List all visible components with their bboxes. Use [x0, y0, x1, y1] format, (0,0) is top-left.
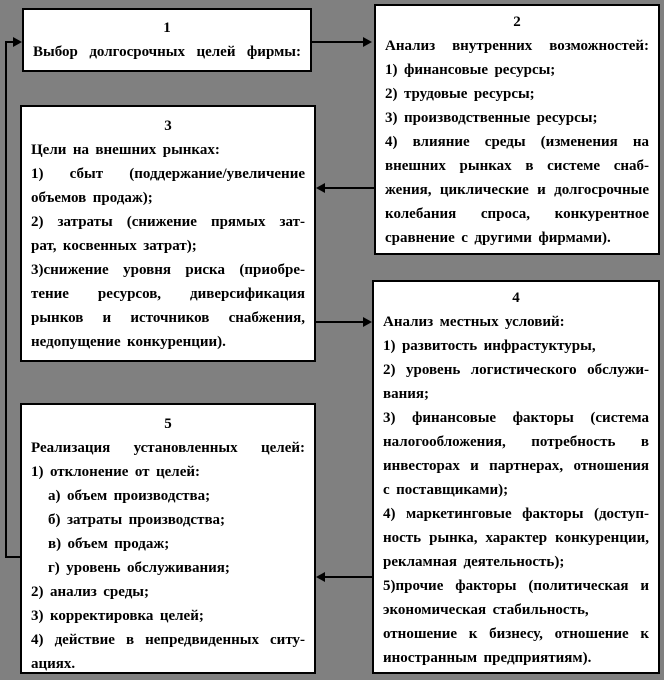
text-line: рекламная деятельность); — [383, 554, 565, 570]
arrowhead-into-box3-icon — [316, 183, 325, 193]
box-number: 1 — [163, 20, 171, 36]
arrowhead-into-box1-icon — [13, 37, 22, 47]
text-line: иностранным предприятиям). — [383, 650, 592, 666]
text-line: б) затраты производства; — [48, 512, 226, 528]
text-line: 2) затраты (снижение прямых зат- — [31, 214, 305, 230]
arrow-box2-to-box3 — [324, 187, 374, 189]
text-line: налогообложения, потребность в — [383, 434, 649, 450]
text-line: Выбор долгосрочных целей фирмы: — [33, 44, 301, 60]
box-internal-capabilities — [374, 4, 660, 255]
text-line: а) объем производства; — [48, 488, 211, 504]
text-line: Цели на внешних рынках: — [31, 142, 220, 158]
feedback-line-bottom — [5, 556, 20, 558]
text-line: вания; — [383, 386, 429, 402]
text-line: тение ресурсов, диверсификация — [31, 286, 305, 302]
text-line: 1) сбыт (поддержание/увеличение — [31, 166, 305, 182]
text-line: Реализация установленных целей: — [31, 440, 305, 456]
box-goal-implementation — [20, 403, 316, 674]
text-line: объемов продаж); — [31, 190, 153, 206]
text-line: г) уровень обслуживания; — [48, 560, 230, 576]
text-line: 2) уровень логистического обслужи- — [383, 362, 649, 378]
text-line: 4) влияние среды (изменения на — [385, 134, 649, 150]
arrow-box1-to-box2 — [312, 41, 364, 43]
text-line: 3)снижение уровня риска (приобре- — [31, 262, 305, 278]
text-line: 1) отклонение от целей: — [31, 464, 200, 480]
box-text — [383, 310, 649, 670]
box-text — [33, 40, 301, 64]
box-local-conditions — [372, 280, 660, 674]
arrowhead-into-box4-icon — [363, 317, 372, 327]
text-line: 1) развитость инфрастуктуры, — [383, 338, 596, 354]
text-line: 1) финансовые ресурсы; — [385, 62, 556, 78]
text-line: Анализ внутренних возможностей: — [385, 38, 649, 54]
text-line: ациях. — [31, 656, 76, 672]
box-number: 4 — [512, 290, 520, 306]
text-line: внешних рынках в системе снаб- — [385, 158, 649, 174]
text-line: рынков и источников снабжения, — [31, 310, 305, 326]
box-number: 3 — [164, 118, 172, 134]
box-text — [385, 34, 649, 250]
text-line: жения, циклические и долгосрочные — [385, 182, 649, 198]
text-line: недопущение конкуренции). — [31, 334, 226, 350]
text-line: с поставщиками); — [383, 482, 509, 498]
text-line: 3) финансовые факторы (система — [383, 410, 649, 426]
text-line: колебания спроса, конкурентное — [385, 206, 649, 222]
box-number: 5 — [164, 416, 172, 432]
text-line: сравнение с другими фирмами). — [385, 230, 611, 246]
text-line: 3) производственные ресурсы; — [385, 110, 598, 126]
text-line: 2) анализ среды; — [31, 584, 150, 600]
feedback-line-vertical — [5, 41, 7, 558]
box-long-term-goals — [22, 8, 312, 72]
text-line: Анализ местных условий: — [383, 314, 565, 330]
text-line: ность рынка, характер конкуренции, — [383, 530, 649, 546]
text-line: рат, косвенных затрат); — [31, 238, 197, 254]
text-line: 3) корректировка целей; — [31, 608, 204, 624]
box-text — [31, 436, 305, 676]
box-text — [31, 138, 305, 354]
box-number: 2 — [513, 14, 521, 30]
text-line: 2) трудовые ресурсы; — [385, 86, 535, 102]
arrow-box3-to-box4 — [316, 321, 364, 323]
arrowhead-into-box5-icon — [316, 572, 325, 582]
text-line: 4) маркетинговые факторы (доступ- — [383, 506, 649, 522]
arrow-box4-to-box5 — [324, 576, 372, 578]
text-line: инвесторах и партнерах, отношения — [383, 458, 649, 474]
text-line: в) объем продаж; — [48, 536, 170, 552]
box-foreign-market-goals — [20, 105, 316, 362]
text-line: отношение к бизнесу, отношение к — [383, 626, 649, 642]
text-line: 5)прочие факторы (политическая и — [383, 578, 649, 594]
text-line: 4) действие в непредвиденных ситу- — [31, 632, 305, 648]
text-line: экономическая стабильность, — [383, 602, 589, 618]
arrowhead-into-box2-icon — [363, 37, 372, 47]
